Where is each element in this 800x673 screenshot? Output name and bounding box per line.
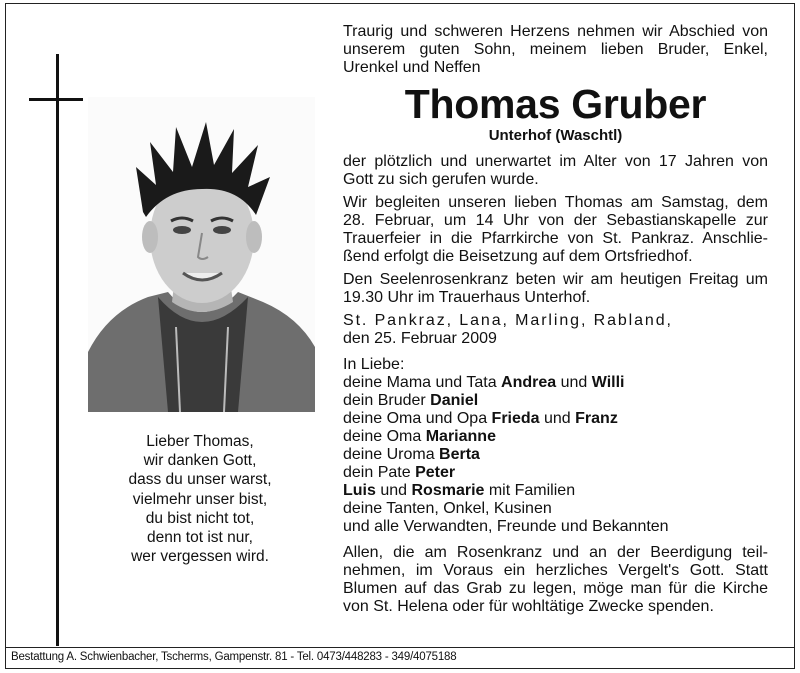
mourner-line: deine Uroma Berta bbox=[343, 446, 480, 463]
deceased-name: Thomas Gruber bbox=[404, 81, 707, 127]
place-line: St. Pankraz, Lana, Marling, Rabland, bbox=[343, 312, 673, 329]
portrait-illustration bbox=[88, 97, 315, 412]
mourner-line: dein Bruder Daniel bbox=[343, 392, 479, 409]
poem-line: Lieber Thomas, bbox=[146, 433, 254, 450]
poem-line: du bist nicht tot, bbox=[145, 509, 255, 527]
cross-icon bbox=[56, 54, 59, 646]
poem-line: wer vergessen wird. bbox=[131, 548, 269, 566]
poem bbox=[100, 432, 300, 566]
deceased-alias: Unterhof (Waschtl) bbox=[488, 127, 623, 144]
thanks-line: von St. Helena oder für wohltätige Zwecke spenden. bbox=[343, 598, 714, 615]
funeral-line: Trauerfeier in die Pfarrkirche von St. Pankraz. Anschlie- bbox=[343, 230, 768, 247]
intro-line: Traurig und schweren Herzens nehmen wir Abschied von bbox=[343, 23, 768, 40]
footer-divider bbox=[5, 647, 795, 648]
poem-line: denn tot ist nur, bbox=[147, 529, 253, 547]
undertaker-footer: Bestattung A. Schwienbacher, Tscherms, Gampenstr. 81 - Tel. 0473/448283 - 349/4075188 bbox=[11, 651, 457, 663]
mourner-line: deine Mama und Tata Andrea und Willi bbox=[343, 374, 625, 391]
funeral-line: 28. Februar, um 14 Uhr von der Sebastianskapelle zur bbox=[343, 212, 768, 229]
funeral-line: Wir begleiten unseren lieben Thomas am Samstag, dem bbox=[343, 194, 768, 211]
mourner-line: deine Oma Marianne bbox=[343, 428, 496, 445]
intro-line: unserem guten Sohn, meinem lieben Bruder, Enkel, bbox=[343, 41, 768, 58]
poem-line: dass du unser warst, bbox=[128, 471, 272, 489]
funeral-line: ßend erfolgt die Beisetzung auf dem Ortsfriedhof. bbox=[343, 248, 693, 265]
death-line: der plötzlich und unerwartet im Alter von 17 Jahren von bbox=[343, 153, 768, 170]
thanks-line: nehmen, im Voraus ein herzliches Vergelt's Gott. Statt bbox=[343, 562, 768, 579]
mourner-line: Luis und Rosmarie mit Familien bbox=[343, 482, 576, 499]
mourner-line: und alle Verwandten, Freunde und Bekannten bbox=[343, 518, 669, 535]
thanks-line: Blumen auf das Grab zu legen, möge man für die Kirche bbox=[343, 580, 768, 597]
mourner-line: deine Tanten, Onkel, Kusinen bbox=[343, 500, 552, 517]
portrait-photo bbox=[88, 97, 315, 412]
mourner-line: dein Pate Peter bbox=[343, 464, 456, 481]
rosary-line: Den Seelenrosenkranz beten wir am heutigen Freitag um bbox=[343, 271, 768, 288]
notice-body bbox=[343, 3, 768, 616]
mourner-line: deine Oma und Opa Frieda und Franz bbox=[343, 410, 618, 427]
date-line: den 25. Februar 2009 bbox=[343, 330, 497, 347]
thanks-line: Allen, die am Rosenkranz und an der Beerdigung teil- bbox=[343, 544, 768, 561]
poem-line: wir danken Gott, bbox=[143, 452, 257, 470]
mourners-heading: In Liebe: bbox=[343, 356, 405, 373]
death-line: Gott zu sich gerufen wurde. bbox=[343, 171, 539, 188]
cross-icon-bar bbox=[29, 98, 83, 101]
poem-line: vielmehr unser bist, bbox=[132, 490, 268, 508]
intro-line: Urenkel und Neffen bbox=[343, 59, 481, 76]
rosary-line: 19.30 Uhr im Trauerhaus Unterhof. bbox=[343, 289, 591, 306]
